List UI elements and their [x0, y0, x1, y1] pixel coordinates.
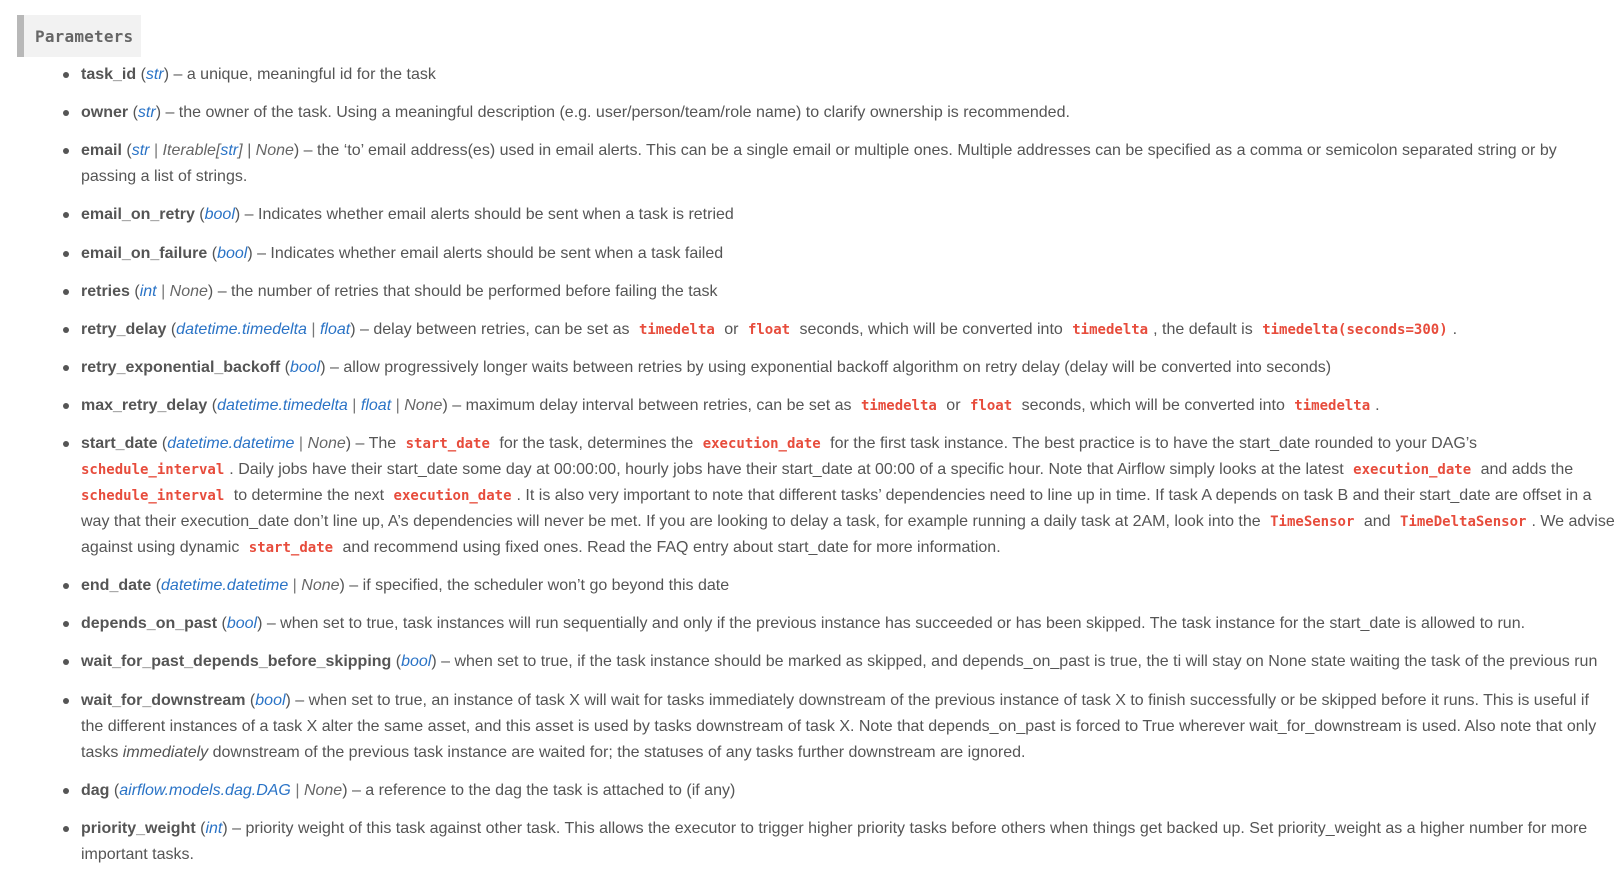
code-literal: schedule_interval	[81, 462, 225, 478]
type-link-dag[interactable]: airflow.models.dag.DAG	[119, 782, 291, 799]
type-link-datetime[interactable]: datetime.datetime	[167, 435, 295, 452]
param-dag: dag (airflow.models.dag.DAG | None) – a reference to the dag the task is attached to (if any)	[81, 778, 1581, 804]
code-literal: execution_date	[393, 488, 512, 504]
param-name: owner	[81, 104, 129, 121]
param-start-date: start_date (datetime.datetime | None) – The start_date for the task, determines the execution_date for the first task instance. The best practice is to have the start_date rounded to your DAG’s schedule_interval . Daily jobs have their start_date some day at 00:00:00, hourly jobs have their start_date at 00:00 of a specific hour. Note that Airflow simply looks at the latest execution_date and adds the schedule_interval to determine the next execution_date . It is also very important to note that different tasks’ dependencies need to line up in time. If task A depends on task B and their start_date are offset in a way that their execution_date don’t line up, A’s dependencies will never be met. If you are looking to delay a task, for example running a daily task at 2AM, look into the TimeSensor and TimeDeltaSensor . We advise against using dynamic start_date and recommend using fixed ones. Read the FAQ entry about start_date for more information.	[81, 431, 1581, 561]
type-link-float[interactable]: float	[319, 321, 351, 338]
param-retry-delay: retry_delay (datetime.timedelta | float) – delay between retries, can be set as timedelta or float seconds, which will be converted into timedelta , the default is timedelta(seconds=300) .	[81, 317, 1581, 343]
param-wait-for-downstream: wait_for_downstream (bool) – when set to true, an instance of task X will wait for tasks immediately downstream of the previous instance of task X to finish successfully or be skipped before it runs. This is useful if the different instances of a task X alter the same asset, and this asset is used by tasks downstream of task X. Note that depends_on_past is forced to True wherever wait_for_downstream is used. Also note that only tasks immediately downstream of the previous task instance are waited for; the statuses of any tasks further downstream are ignored.	[81, 688, 1581, 766]
code-literal: execution_date	[1353, 462, 1472, 478]
type-link-timedelta[interactable]: datetime.timedelta	[176, 321, 307, 338]
param-name: email	[81, 142, 122, 159]
type-link-bool[interactable]: bool	[204, 206, 235, 223]
param-name: dag	[81, 782, 110, 799]
type-link-bool[interactable]: bool	[401, 653, 432, 670]
param-email: email (str | Iterable[str] | None) – the ‘to’ email address(es) used in email alerts. This can be a single email or multiple ones. Multiple addresses can be specified as a comma or semicolon separated string or by passing a list of strings.	[81, 138, 1581, 190]
param-name: wait_for_downstream	[81, 692, 246, 709]
type-link-str[interactable]: str	[145, 66, 164, 83]
type-link-bool[interactable]: bool	[226, 615, 258, 632]
code-literal: start_date	[405, 436, 490, 452]
param-name: task_id	[81, 66, 137, 83]
param-depends-on-past: depends_on_past (bool) – when set to true, task instances will run sequentially and only if the previous instance has succeeded or has been skipped. The task instance for the start_date is allowed to run.	[81, 611, 1581, 637]
param-wait-for-past-depends-before-skipping: wait_for_past_depends_before_skipping (bool) – when set to true, if the task instance should be marked as skipped, and depends_on_past is true, the ti will stay on None state waiting the task of the previous run	[81, 649, 1581, 675]
parameters-title: Parameters	[35, 26, 134, 46]
code-literal: schedule_interval	[81, 488, 225, 504]
code-literal: TimeDeltaSensor	[1400, 514, 1527, 530]
param-owner: owner (str) – the owner of the task. Using a meaningful description (e.g. user/person/team/role name) to clarify ownership is recommended.	[81, 100, 1581, 126]
type-link-str[interactable]: str	[137, 104, 156, 121]
type-link-int[interactable]: int	[205, 820, 223, 837]
type-link-timedelta[interactable]: datetime.timedelta	[217, 397, 348, 414]
param-name: max_retry_delay	[81, 397, 208, 414]
param-task-id: task_id (str) – a unique, meaningful id for the task	[81, 62, 1581, 88]
code-literal: float	[969, 398, 1013, 414]
param-retries: retries (int | None) – the number of retries that should be performed before failing the task	[81, 279, 1581, 305]
param-retry-exponential-backoff: retry_exponential_backoff (bool) – allow progressively longer waits between retries by using exponential backoff algorithm on retry delay (delay will be converted into seconds)	[81, 355, 1581, 381]
code-literal: TimeSensor	[1270, 514, 1355, 530]
param-priority-weight: priority_weight (int) – priority weight of this task against other task. This allows the executor to trigger higher priority tasks before others when things get backed up. Set priority_weight as a higher number for more important tasks.	[81, 816, 1581, 868]
code-literal: timedelta	[638, 322, 715, 338]
type-link-datetime[interactable]: datetime.datetime	[161, 577, 289, 594]
type-link-str[interactable]: str	[220, 142, 239, 159]
type-link-bool[interactable]: bool	[255, 692, 286, 709]
code-literal: timedelta	[860, 398, 937, 414]
param-name: retries	[81, 283, 130, 300]
param-name: end_date	[81, 577, 152, 594]
code-literal: float	[747, 322, 791, 338]
param-end-date: end_date (datetime.datetime | None) – if specified, the scheduler won’t go beyond this date	[81, 573, 1581, 599]
param-name: email_on_failure	[81, 245, 208, 262]
type-link-bool[interactable]: bool	[217, 245, 248, 262]
param-name: retry_delay	[81, 321, 167, 338]
param-name: depends_on_past	[81, 615, 218, 632]
param-name: wait_for_past_depends_before_skipping	[81, 653, 392, 670]
code-literal: timedelta	[1072, 322, 1149, 338]
param-email-on-failure: email_on_failure (bool) – Indicates whether email alerts should be sent when a task failed	[81, 241, 1581, 267]
code-literal: execution_date	[702, 436, 821, 452]
code-literal: start_date	[248, 540, 334, 556]
type-link-int[interactable]: int	[139, 283, 157, 300]
code-literal: timedelta(seconds=300)	[1262, 322, 1448, 338]
param-max-retry-delay: max_retry_delay (datetime.timedelta | float | None) – maximum delay interval between retries, can be set as timedelta or float seconds, which will be converted into timedelta .	[81, 393, 1581, 419]
param-name: priority_weight	[81, 820, 196, 837]
param-name: start_date	[81, 435, 158, 452]
code-literal: timedelta	[1294, 398, 1371, 414]
type-link-str[interactable]: str	[131, 142, 150, 159]
type-link-bool[interactable]: bool	[289, 359, 321, 376]
param-name: email_on_retry	[81, 206, 195, 223]
param-name: retry_exponential_backoff	[81, 359, 281, 376]
param-email-on-retry: email_on_retry (bool) – Indicates whether email alerts should be sent when a task is retried	[81, 202, 1581, 228]
type-link-float[interactable]: float	[360, 397, 392, 414]
